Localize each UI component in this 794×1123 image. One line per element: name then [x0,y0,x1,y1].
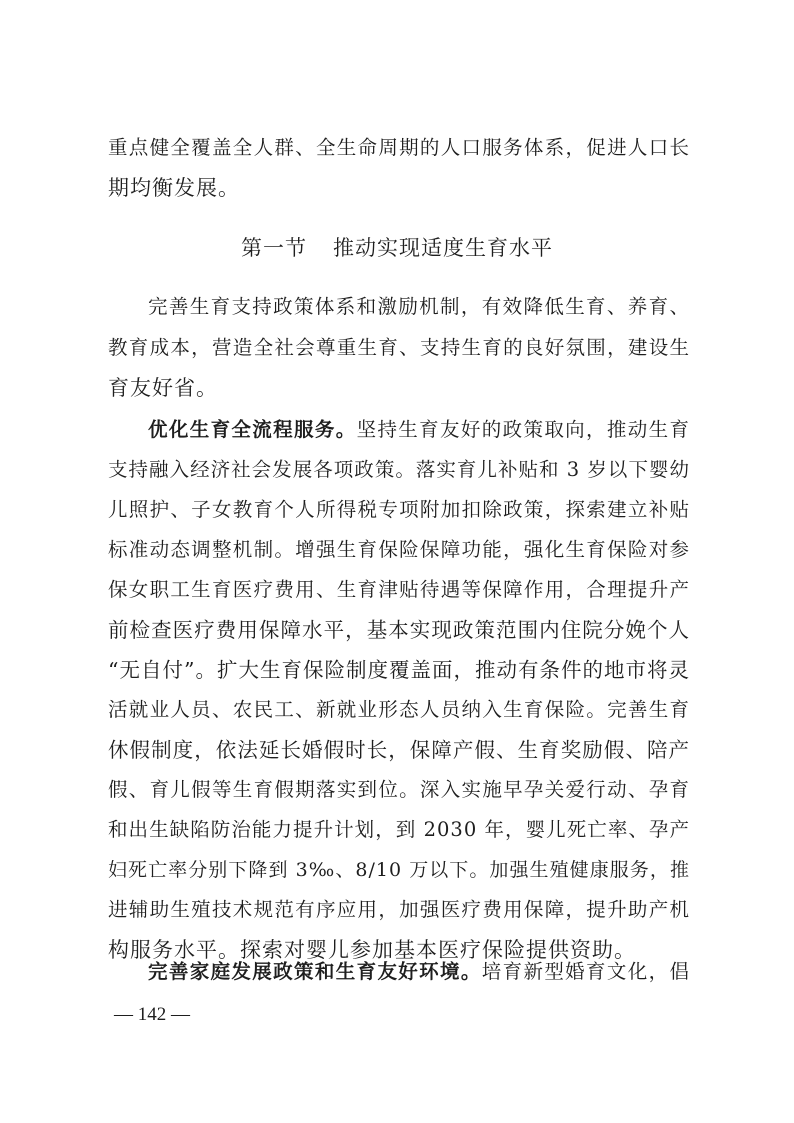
paragraph2-first-line-rest: 坚持生育友好的政策取向，推动生育 [356,418,690,441]
section-number: 第一节 [241,236,307,260]
paragraph2-line-10: 假、育儿假等生育假期落实到位。深入实施早孕关爱行动、孕育 [108,778,690,801]
paragraph3-line-1 [148,952,690,992]
intro-line-1: 重点健全覆盖全人群、全生命周期的人口服务体系，促进人口长 [108,136,690,159]
paragraph2-line-4: 标准动态调整机制。增强生育保险保障功能，强化生育保险对参 [108,538,690,561]
paragraph2-lead: 优化生育全流程服务。 [148,418,357,441]
paragraph1-line-1: 完善生育支持政策体系和激励机制，有效降低生育、养育、 [148,295,690,318]
paragraph1-line-2: 教育成本，营造全社会尊重生育、支持生育的良好氛围，建设生 [108,336,690,359]
paragraph1-line-3: 育友好省。 [108,376,218,400]
paragraph2-line-3: 儿照护、子女教育个人所得税专项附加扣除政策，探索建立补贴 [108,498,690,521]
paragraph2-line-2: 支持融入经济社会发展各项政策。落实育儿补贴和 3 岁以下婴幼 [108,458,690,481]
paragraph2-line-8: 活就业人员、农民工、新就业形态人员纳入生育保险。完善生育 [108,698,690,721]
paragraph2-line-7: “无自付”。扩大生育保险制度覆盖面，推动有条件的地市将灵 [108,658,690,682]
paragraph2-line-13: 进辅助生殖技术规范有序应用，加强医疗费用保障，提升助产机 [108,898,690,921]
paragraph2-line-11: 和出生缺陷防治能力提升计划，到 2030 年，婴儿死亡率、孕产 [108,818,690,841]
paragraph2-line-12: 妇死亡率分别下降到 3‰、8/10 万以下。加强生殖健康服务，推 [108,859,690,881]
paragraph2-line-14: 构服务水平。探索对婴儿参加基本医疗保险提供资助。 [108,938,636,962]
paragraph3-lead: 完善家庭发展政策和生育友好环境。 [148,960,482,983]
paragraph2-line-1 [148,410,690,450]
intro-line-2: 期均衡发展。 [108,176,240,200]
page-number: — 142 — [114,1004,190,1025]
paragraph2-line-6: 前检查医疗费用保障水平，基本实现政策范围内住院分娩个人 [108,618,690,642]
paragraph2-line-9: 休假制度，依法延长婚假时长，保障产假、生育奖励假、陪产 [108,738,690,762]
paragraph2-line-5: 保女职工生育医疗费用、生育津贴待遇等保障作用，合理提升产 [108,578,690,601]
paragraph3-first-line-rest: 培育新型婚育文化，倡 [481,960,690,983]
section-title: 推动实现适度生育水平 [333,236,553,260]
section-heading [0,228,794,268]
